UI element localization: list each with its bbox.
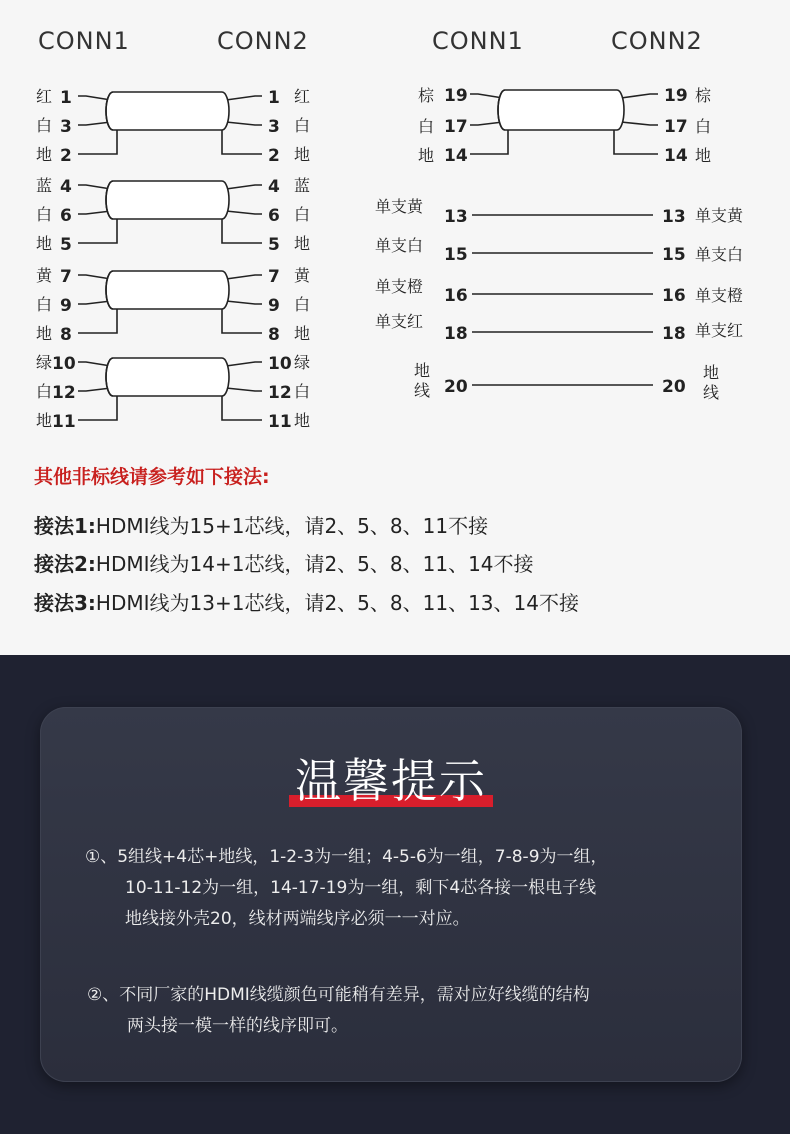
left-g2-wire-r-1 [226,185,262,189]
left-g2-color-r-1: 蓝 [294,176,311,195]
left-g2-color-l-2: 白 [36,205,53,224]
right-g-ground-l [470,130,508,154]
single-3-pin-r: 16 [662,286,686,306]
left-g2-color-l-1: 蓝 [36,176,53,195]
single-2-label-l: 单支白 [375,236,424,255]
left-g1-wire-l-1 [78,96,111,100]
left-g4-wire-r-2 [226,388,262,391]
left-g2-wire-l-1 [78,185,111,189]
right-g-color-l-1: 棕 [418,86,435,105]
single-1-label-l: 单支黄 [375,197,424,216]
method-2-label: 接法2: [34,552,96,576]
right-g-pin-l-2: 17 [444,117,468,137]
left-g1-color-l-1: 红 [36,87,53,106]
left-g4-color-r-3: 地 [294,411,311,430]
right-g-wire-r-2 [621,122,658,125]
right-g-color-l-2: 白 [418,117,435,136]
right-g-wire-r-1 [621,94,658,98]
left-g3-color-r-2: 白 [294,295,311,314]
left-g4-pin-l-3: 11 [52,412,76,432]
left-g1-pin-l-2: 3 [60,117,72,137]
left-g1-color-r-1: 红 [294,87,311,106]
right-g-pin-l-1: 19 [444,86,468,106]
left-g3-color-r-3: 地 [294,324,311,343]
right-g-pin-r-1: 19 [664,86,688,106]
right-g-pin-l-3: 14 [444,146,468,166]
left-g1-pin-r-2: 3 [268,117,280,137]
conn-header-2: CONN2 [217,27,309,55]
single-4-label-l: 单支红 [375,312,424,331]
tip-1-line-3: 地线接外壳20，线材两端线序必须一一对应。 [125,909,470,929]
right-g-color-r-2: 白 [695,117,712,136]
left-g1-wire-r-2 [226,122,262,125]
tip-1-line-1: ①、5组线+4芯+地线，1-2-3为一组；4-5-6为一组，7-8-9为一组， [85,847,608,867]
right-g-color-r-3: 地 [695,146,712,165]
right-g-color-r-1: 棕 [695,86,712,105]
method-1 [34,510,488,539]
right-g-ground-r [614,130,658,154]
left-g2-pin-l-1: 4 [60,177,72,197]
left-g3-color-l-1: 黄 [36,266,53,285]
method-1-text: HDMI线为15+1芯线，请2、5、8、11不接 [95,514,489,538]
method-3-text: HDMI线为13+1芯线，请2、5、8、11、13、14不接 [95,591,579,615]
left-g3-pin-l-3: 8 [60,325,72,345]
single-1-label-r: 单支黄 [695,206,744,225]
method-2-text: HDMI线为14+1芯线，请2、5、8、11、14不接 [95,552,534,576]
left-g4-pin-r-2: 12 [268,383,292,403]
left-g4-ground-l [78,396,117,420]
right-g-cable [498,90,624,130]
single-2-pin-r: 15 [662,245,686,265]
right-g-pin-r-3: 14 [664,146,688,166]
tip-2-line-1: ②、不同厂家的HDMI线缆颜色可能稍有差异，需对应好线缆的结构 [87,985,590,1005]
conn-header-1: CONN1 [38,27,130,55]
left-g2-color-r-2: 白 [294,205,311,224]
left-g1-color-r-2: 白 [294,116,311,135]
tips-title-text: 温馨提示 [295,754,487,808]
left-g3-color-l-2: 白 [36,295,53,314]
left-g3-pin-l-1: 7 [60,267,72,287]
left-g2-cable [106,181,229,219]
method-2 [34,548,534,577]
left-g2-ground-r [222,219,262,243]
single-4-label-r: 单支红 [695,321,744,340]
right-g-pin-r-2: 17 [664,117,688,137]
left-g4-pin-r-1: 10 [268,354,292,374]
right-g-wire-l-2 [470,122,503,125]
left-g1-color-l-3: 地 [36,145,53,164]
ground-pin-l: 20 [444,377,468,397]
method-3-label: 接法3: [34,591,96,615]
single-4-pin-l: 18 [444,324,468,344]
left-g3-wire-l-1 [78,275,111,279]
left-g4-color-l-2: 白 [36,382,53,401]
left-g1-color-l-2: 白 [36,116,53,135]
left-g4-wire-l-2 [78,388,111,391]
left-g4-pin-l-2: 12 [52,383,76,403]
conn-header-4: CONN2 [611,27,703,55]
left-g1-cable [106,92,229,130]
left-g2-pin-r-1: 4 [268,177,280,197]
left-g3-pin-r-2: 9 [268,296,280,316]
left-g3-wire-r-1 [226,275,262,279]
left-g4-color-r-2: 白 [294,382,311,401]
left-g1-pin-l-3: 2 [60,146,72,166]
left-g4-cable [106,358,229,396]
right-g-wire-l-1 [470,94,503,98]
left-g3-pin-l-2: 9 [60,296,72,316]
left-g3-ground-r [222,309,262,333]
single-1-pin-l: 13 [444,207,468,227]
left-g3-wire-l-2 [78,301,111,304]
single-2-pin-l: 15 [444,245,468,265]
ground-pin-r: 20 [662,377,686,397]
ground-label-r-bottom: 线 [703,383,720,402]
single-4-pin-r: 18 [662,324,686,344]
left-g1-ground-l [78,130,117,154]
left-g3-pin-r-3: 8 [268,325,280,345]
left-g4-pin-l-1: 10 [52,354,76,374]
left-g2-pin-l-2: 6 [60,206,72,226]
wiring-diagram [0,0,790,450]
left-g3-color-l-3: 地 [36,324,53,343]
conn-header-3: CONN1 [432,27,524,55]
left-g3-wire-r-2 [226,301,262,304]
single-2-label-r: 单支白 [695,245,744,264]
single-3-pin-l: 16 [444,286,468,306]
tip-1-line-2: 10-11-12为一组，14-17-19为一组，剩下4芯各接一根电子线 [125,878,597,898]
left-g3-pin-r-1: 7 [268,267,280,287]
left-g2-wire-r-2 [226,211,262,214]
left-g2-color-r-3: 地 [294,234,311,253]
left-g1-pin-r-1: 1 [268,88,280,108]
left-g2-pin-l-3: 5 [60,235,72,255]
left-g1-pin-l-1: 1 [60,88,72,108]
left-g4-wire-r-1 [226,362,262,366]
tip-2-line-2: 两头接一模一样的线序即可。 [127,1016,348,1036]
tips-card [40,707,742,1082]
left-g3-ground-l [78,309,117,333]
left-g2-wire-l-2 [78,211,111,214]
left-g4-wire-l-1 [78,362,111,366]
other-note: 其他非标线请参考如下接法: [34,466,270,488]
ground-label-r-top: 地 [703,363,720,382]
left-g3-color-r-1: 黄 [294,266,311,285]
left-g2-pin-r-2: 6 [268,206,280,226]
left-g4-color-r-1: 绿 [294,353,311,372]
left-g1-wire-l-2 [78,122,111,125]
left-g1-color-r-3: 地 [294,145,311,164]
method-3 [34,587,579,616]
right-g-color-l-3: 地 [418,146,435,165]
left-g4-ground-r [222,396,262,420]
left-g4-color-l-1: 绿 [36,353,53,372]
left-g1-ground-r [222,130,262,154]
left-g2-pin-r-3: 5 [268,235,280,255]
left-g2-color-l-3: 地 [36,234,53,253]
single-3-label-l: 单支橙 [375,277,424,296]
left-g1-wire-r-1 [226,96,262,100]
single-3-label-r: 单支橙 [695,286,744,305]
method-1-label: 接法1: [34,514,96,538]
tips-title [40,745,742,811]
left-g3-cable [106,271,229,309]
left-g1-pin-r-3: 2 [268,146,280,166]
single-1-pin-r: 13 [662,207,686,227]
left-g2-ground-l [78,219,117,243]
ground-label-l-bottom: 线 [414,381,431,400]
left-g4-color-l-3: 地 [36,411,53,430]
left-g4-pin-r-3: 11 [268,412,292,432]
ground-label-l-top: 地 [414,361,431,380]
